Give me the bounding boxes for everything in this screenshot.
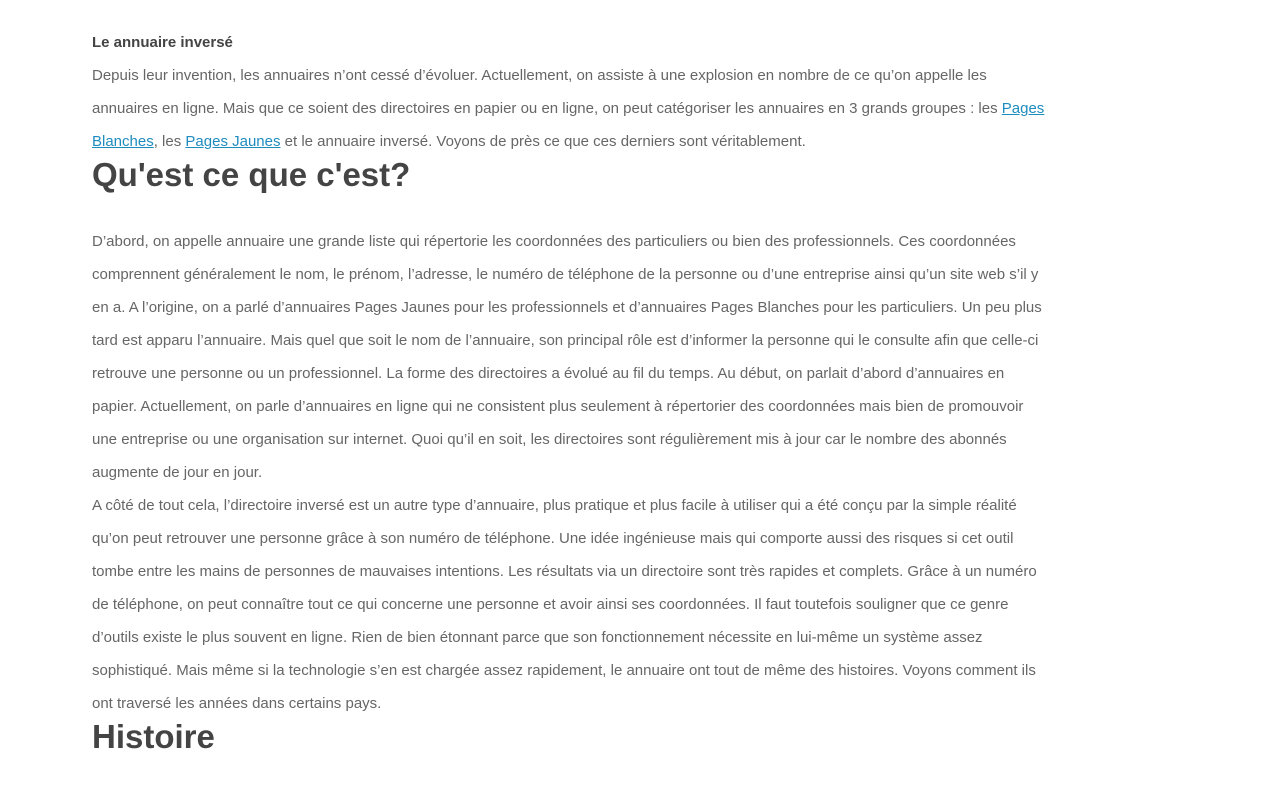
intro-text: et le annuaire inversé. Voyons de près ce que ces derniers sont véritablement.	[280, 133, 806, 150]
pages-blanches-link[interactable]: Pages Blanches	[92, 100, 1045, 150]
intro-text: Depuis leur invention, les annuaires n’ont cessé d’évoluer. Actuellement, on assiste à une explosion en nombre de ce qu’on appelle les annuaires en ligne. Mais que ce soient des directoires en papier ou en ligne, on peut catégoriser les annuaires en 3 grands groupes : les	[92, 67, 1002, 117]
paragraph: D’abord, on appelle annuaire une grande liste qui répertorie les coordonnées des particuliers ou bien des professionnels. Ces coordonnées comprennent généralement le nom, le prénom, l’adresse, le numéro de téléphone de la personne ou d’une entreprise ainsi qu’un site web s’il y en a. A l’origine, on a parlé d’annuaires Pages Jaunes pour les professionnels et d’annuaires Pages Blanches pour les particuliers. Un peu plus tard est apparu l’annuaire. Mais quel que soit le nom de l’annuaire, son principal rôle est d’informer la personne qui le consulte afin que celle-ci retrouve une personne ou un professionnel. La forme des directoires a évolué au fil du temps. Au début, on parlait d’abord d’annuaires en papier. Actuellement, on parle d’annuaires en ligne qui ne consistent plus seulement à répertorier des coordonnées mais bien de promouvoir une entreprise ou une organisation sur internet. Quoi qu’il en soit, les directoires sont régulièrement mis à jour car le nombre des abonnés augmente de jour en jour.	[92, 233, 1042, 481]
pages-jaunes-link[interactable]: Pages Jaunes	[185, 133, 281, 150]
intro-title: Le annuaire inversé	[92, 34, 233, 51]
section-heading-histoire: Histoire	[92, 718, 215, 755]
intro-text: , les	[153, 133, 186, 150]
section-heading-quest-ce: Qu'est ce que c'est?	[92, 156, 411, 193]
article	[92, 26, 1047, 753]
paragraph: A côté de tout cela, l’directoire inversé est un autre type d’annuaire, plus pratique et plus facile à utiliser qui a été conçu par la simple réalité qu’on peut retrouver une personne grâce à son numéro de téléphone. Une idée ingénieuse mais qui comporte aussi des risques si cet outil tombe entre les mains de personnes de mauvaises intentions. Les résultats via un directoire sont très rapides et complets. Grâce à un numéro de téléphone, on peut connaître tout ce qui concerne une personne et avoir ainsi ses coordonnées. Il faut toutefois souligner que ce genre d’outils existe le plus souvent en ligne. Rien de bien étonnant parce que son fonctionnement nécessite en lui-même un système assez sophistiqué. Mais même si la technologie s’en est chargée assez rapidement, le annuaire ont tout de même des histoires. Voyons comment ils ont traversé les années dans certains pays.	[92, 497, 1037, 712]
intro-paragraph	[92, 59, 1047, 158]
